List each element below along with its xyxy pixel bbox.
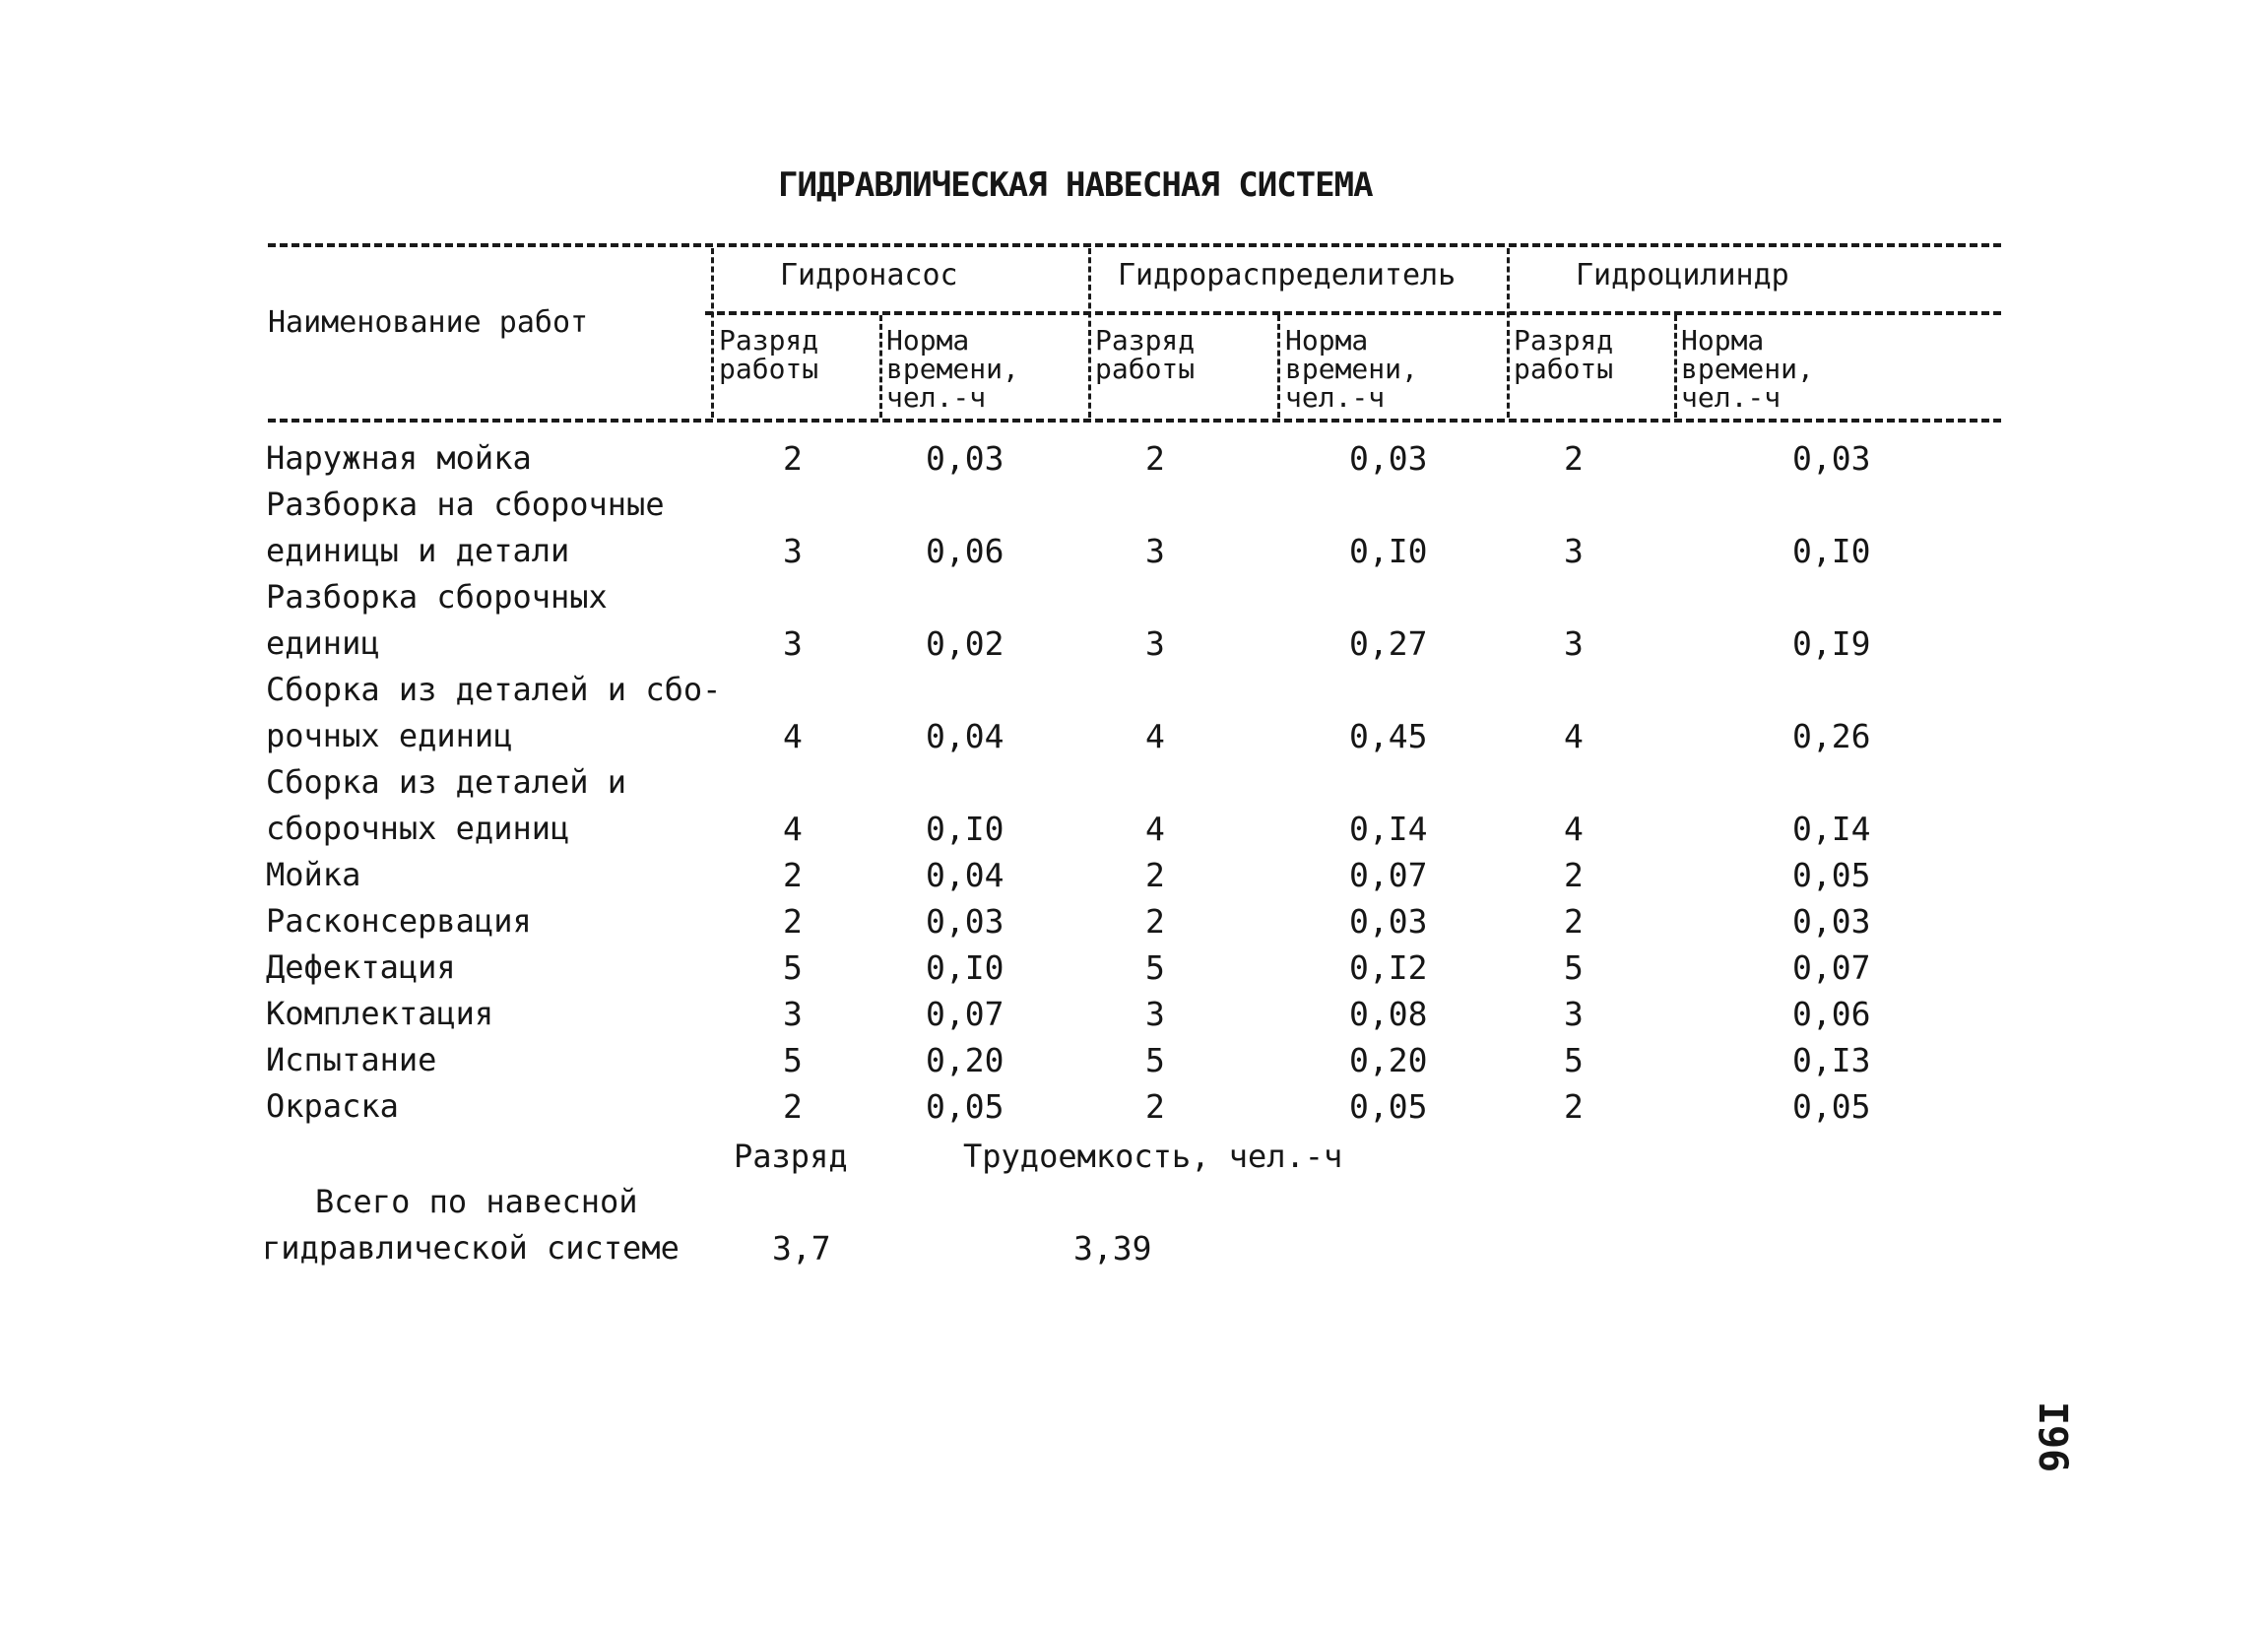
row-name: единиц [266,624,380,662]
row-grade-value: 4 [783,810,803,848]
subheader-grade: Разряд работы [719,324,819,385]
row-norm-value: 0,07 [1349,856,1428,894]
group-header-distributor: Гидрораспределитель [1118,258,1457,293]
row-grade-value: 3 [1564,624,1584,663]
column-divider [879,315,882,418]
summary-total-line2: гидравлической системе [262,1229,680,1267]
row-grade-value: 2 [783,1087,803,1126]
row-grade-value: 2 [1564,902,1584,941]
row-grade-value: 5 [783,948,803,987]
row-name: Разборка сборочных [266,578,608,616]
row-name: Разборка на сборочные [266,486,665,523]
row-norm-value: 0,I2 [1349,948,1428,987]
column-divider [711,248,714,418]
row-norm-value: 0,06 [926,532,1004,570]
summary-grade-value: 3,7 [772,1229,831,1268]
row-name: Комплектация [266,995,494,1032]
row-grade-value: 3 [1145,532,1165,570]
row-grade-value: 3 [1564,995,1584,1033]
row-name: рочных единиц [266,717,513,754]
row-norm-value: 0,03 [1792,439,1871,478]
row-grade-value: 5 [1145,948,1165,987]
row-grade-value: 5 [1564,1041,1584,1079]
row-grade-value: 2 [1145,1087,1165,1126]
row-grade-value: 2 [1145,902,1165,941]
group-header-rule [705,311,2001,315]
row-norm-value: 0,08 [1349,995,1428,1033]
row-norm-value: 0,06 [1792,995,1871,1033]
row-grade-value: 3 [783,532,803,570]
column-divider [1507,248,1510,418]
row-name: Дефектация [266,948,456,986]
row-norm-value: 0,03 [1349,439,1428,478]
row-name: Сборка из деталей и [266,763,627,801]
row-grade-value: 5 [1145,1041,1165,1079]
row-grade-value: 3 [783,995,803,1033]
row-grade-value: 3 [783,624,803,663]
row-grade-value: 4 [1145,717,1165,755]
row-name: Расконсервация [266,902,532,940]
row-grade-value: 4 [1145,810,1165,848]
row-norm-value: 0,03 [1792,902,1871,941]
row-norm-value: 0,I0 [926,810,1004,848]
subheader-norm: Норма времени, чел.-ч [1285,324,1418,414]
row-norm-value: 0,02 [926,624,1004,663]
row-norm-value: 0,I0 [1349,532,1428,570]
row-grade-value: 5 [1564,948,1584,987]
row-name: единицы и детали [266,532,570,569]
name-column-header: Наименование работ [268,305,589,340]
row-grade-value: 2 [783,902,803,941]
row-norm-value: 0,I9 [1792,624,1871,663]
summary-labor-label: Трудоемкость, чел.-ч [963,1138,1343,1175]
column-divider [1088,248,1091,418]
summary-grade-label: Разряд [734,1138,848,1175]
row-grade-value: 3 [1564,532,1584,570]
row-grade-value: 4 [1564,810,1584,848]
row-norm-value: 0,I0 [1792,532,1871,570]
summary-total-line1: Всего по навесной [315,1183,638,1220]
column-divider [1277,315,1280,418]
row-norm-value: 0,05 [1349,1087,1428,1126]
row-norm-value: 0,20 [926,1041,1004,1079]
row-grade-value: 2 [783,439,803,478]
row-name: Испытание [266,1041,437,1078]
row-grade-value: 4 [783,717,803,755]
row-norm-value: 0,20 [1349,1041,1428,1079]
subheader-norm: Норма времени, чел.-ч [1681,324,1814,414]
group-header-cylinder: Гидроцилиндр [1576,258,1789,293]
header-bottom-rule [268,419,2001,423]
column-divider [1674,315,1677,418]
row-norm-value: 0,26 [1792,717,1871,755]
row-norm-value: 0,07 [1792,948,1871,987]
page-number: I96 [2030,1400,2076,1473]
row-name: Мойка [266,856,361,893]
row-norm-value: 0,27 [1349,624,1428,663]
row-grade-value: 2 [1564,1087,1584,1126]
row-norm-value: 0,05 [1792,1087,1871,1126]
row-name: сборочных единиц [266,810,570,847]
row-norm-value: 0,07 [926,995,1004,1033]
row-norm-value: 0,04 [926,856,1004,894]
row-norm-value: 0,I4 [1792,810,1871,848]
row-grade-value: 2 [783,856,803,894]
table-top-rule [268,243,2001,247]
row-grade-value: 2 [1564,439,1584,478]
row-grade-value: 5 [783,1041,803,1079]
row-grade-value: 3 [1145,995,1165,1033]
subheader-grade: Разряд работы [1095,324,1196,385]
row-grade-value: 2 [1145,439,1165,478]
row-grade-value: 2 [1145,856,1165,894]
row-grade-value: 3 [1145,624,1165,663]
row-name: Сборка из деталей и сбо- [266,671,722,708]
row-norm-value: 0,I3 [1792,1041,1871,1079]
row-name: Окраска [266,1087,399,1125]
row-grade-value: 4 [1564,717,1584,755]
row-name: Наружная мойка [266,439,532,477]
row-grade-value: 2 [1564,856,1584,894]
row-norm-value: 0,03 [926,439,1004,478]
row-norm-value: 0,04 [926,717,1004,755]
row-norm-value: 0,05 [1792,856,1871,894]
row-norm-value: 0,I4 [1349,810,1428,848]
row-norm-value: 0,03 [1349,902,1428,941]
row-norm-value: 0,03 [926,902,1004,941]
subheader-grade: Разряд работы [1514,324,1614,385]
page-title: ГИДРАВЛИЧЕСКАЯ НАВЕСНАЯ СИСТЕМА [778,165,1373,205]
row-norm-value: 0,45 [1349,717,1428,755]
subheader-norm: Норма времени, чел.-ч [886,324,1019,414]
row-norm-value: 0,I0 [926,948,1004,987]
group-header-pump: Гидронасос [780,258,958,293]
summary-labor-value: 3,39 [1073,1229,1152,1268]
row-norm-value: 0,05 [926,1087,1004,1126]
